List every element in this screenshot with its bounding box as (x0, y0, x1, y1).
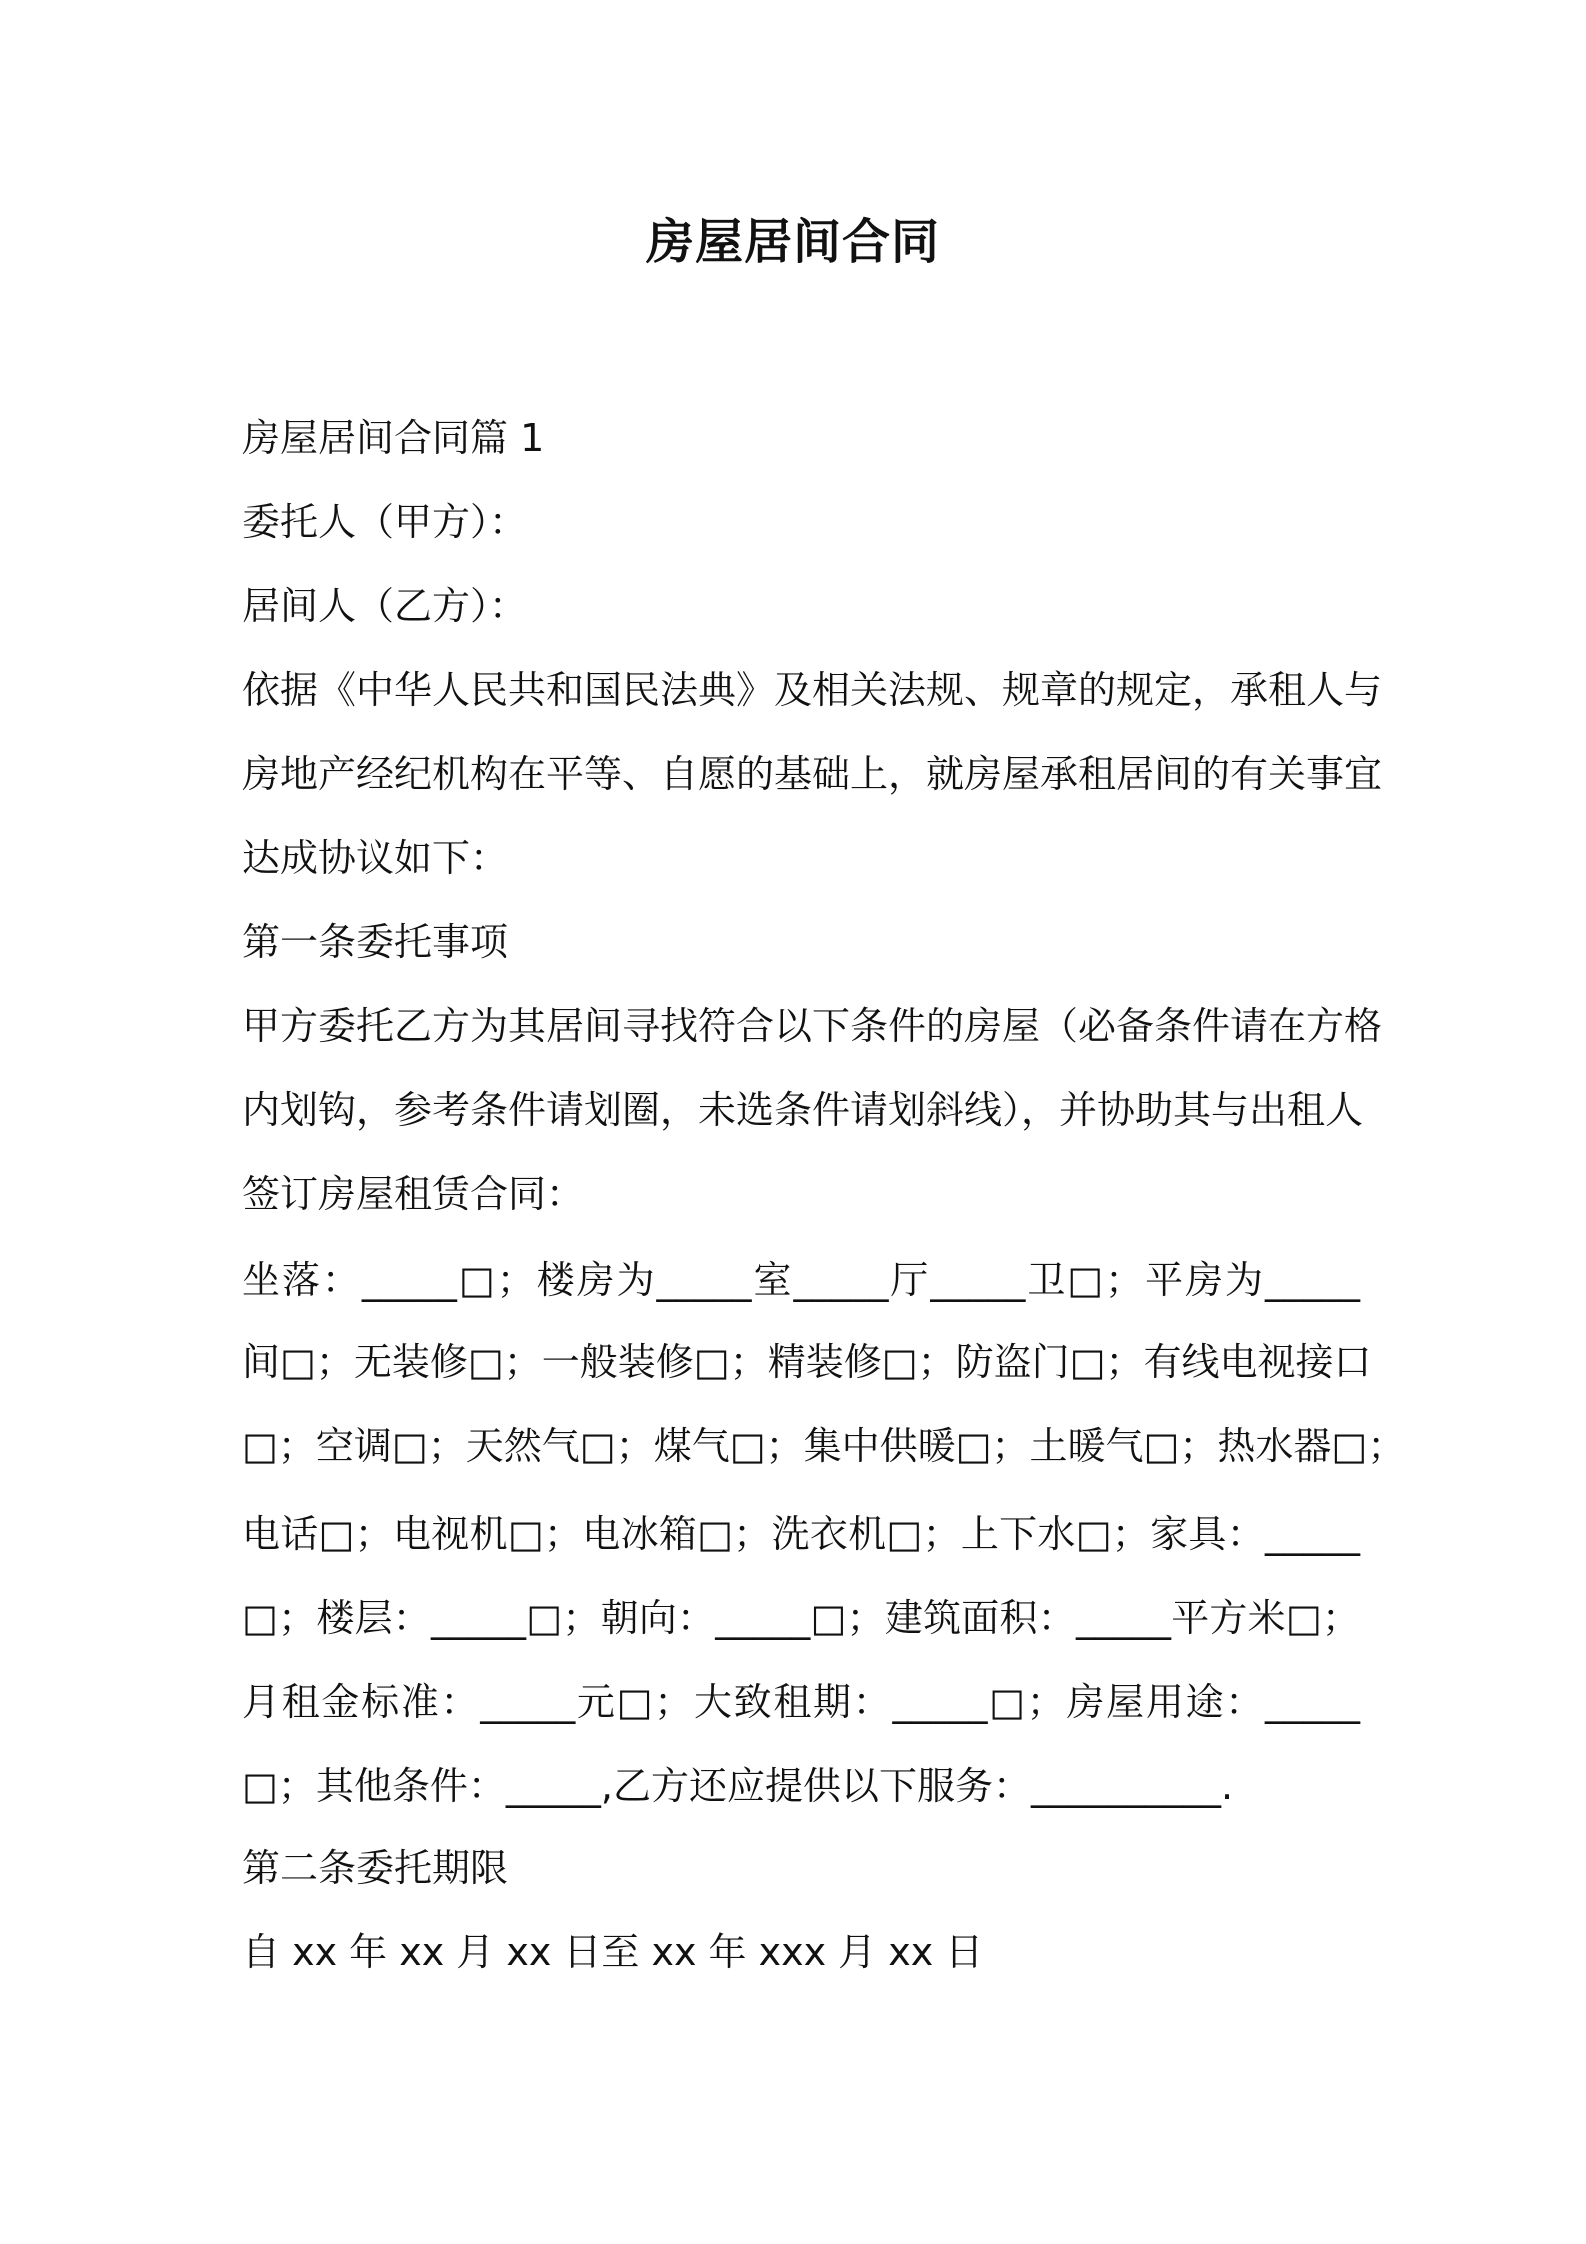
paragraph-line: 达成协议如下： (242, 836, 509, 880)
section-heading: 房屋居间合同篇 1 (242, 416, 545, 460)
party-a-line: 委托人（甲方）： (242, 500, 528, 544)
document-title: 房屋居间合同 (645, 214, 940, 270)
form-line: □；楼层：_____□；朝向：_____□；建筑面积：_____平方米□； (242, 1596, 1360, 1640)
form-line: 坐落：_____□；楼房为_____室_____厅_____卫□；平房为_____ (242, 1258, 1360, 1302)
party-b-line: 居间人（乙方）： (242, 584, 528, 628)
form-line: □；空调□；天然气□；煤气□；集中供暖□；土暖气□；热水器□； (242, 1424, 1406, 1468)
paragraph-line: 依据《中华人民共和国民法典》及相关法规、规章的规定，承租人与 (242, 668, 1383, 712)
paragraph-line: 房地产经纪机构在平等、自愿的基础上，就房屋承租居间的有关事宜 (242, 752, 1383, 796)
paragraph-line: 内划钩，参考条件请划圈，未选条件请划斜线），并协助其与出租人 (242, 1088, 1364, 1132)
form-line: □；其他条件：_____,乙方还应提供以下服务：__________. (242, 1764, 1234, 1808)
form-line: 月租金标准：_____元□；大致租期：_____□；房屋用途：_____ (242, 1680, 1360, 1724)
form-line: 间□；无装修□；一般装修□；精装修□；防盗门□；有线电视接口 (242, 1340, 1372, 1384)
term-line: 自 xx 年 xx 月 xx 日至 xx 年 xxx 月 xx 日 (242, 1930, 984, 1974)
article-heading: 第二条委托期限 (242, 1846, 509, 1890)
paragraph-line: 甲方委托乙方为其居间寻找符合以下条件的房屋（必备条件请在方格 (242, 1004, 1383, 1048)
paragraph-line: 签订房屋租赁合同： (242, 1172, 585, 1216)
article-heading: 第一条委托事项 (242, 920, 509, 964)
form-line: 电话□；电视机□；电冰箱□；洗衣机□；上下水□；家具：_____ (242, 1512, 1360, 1556)
